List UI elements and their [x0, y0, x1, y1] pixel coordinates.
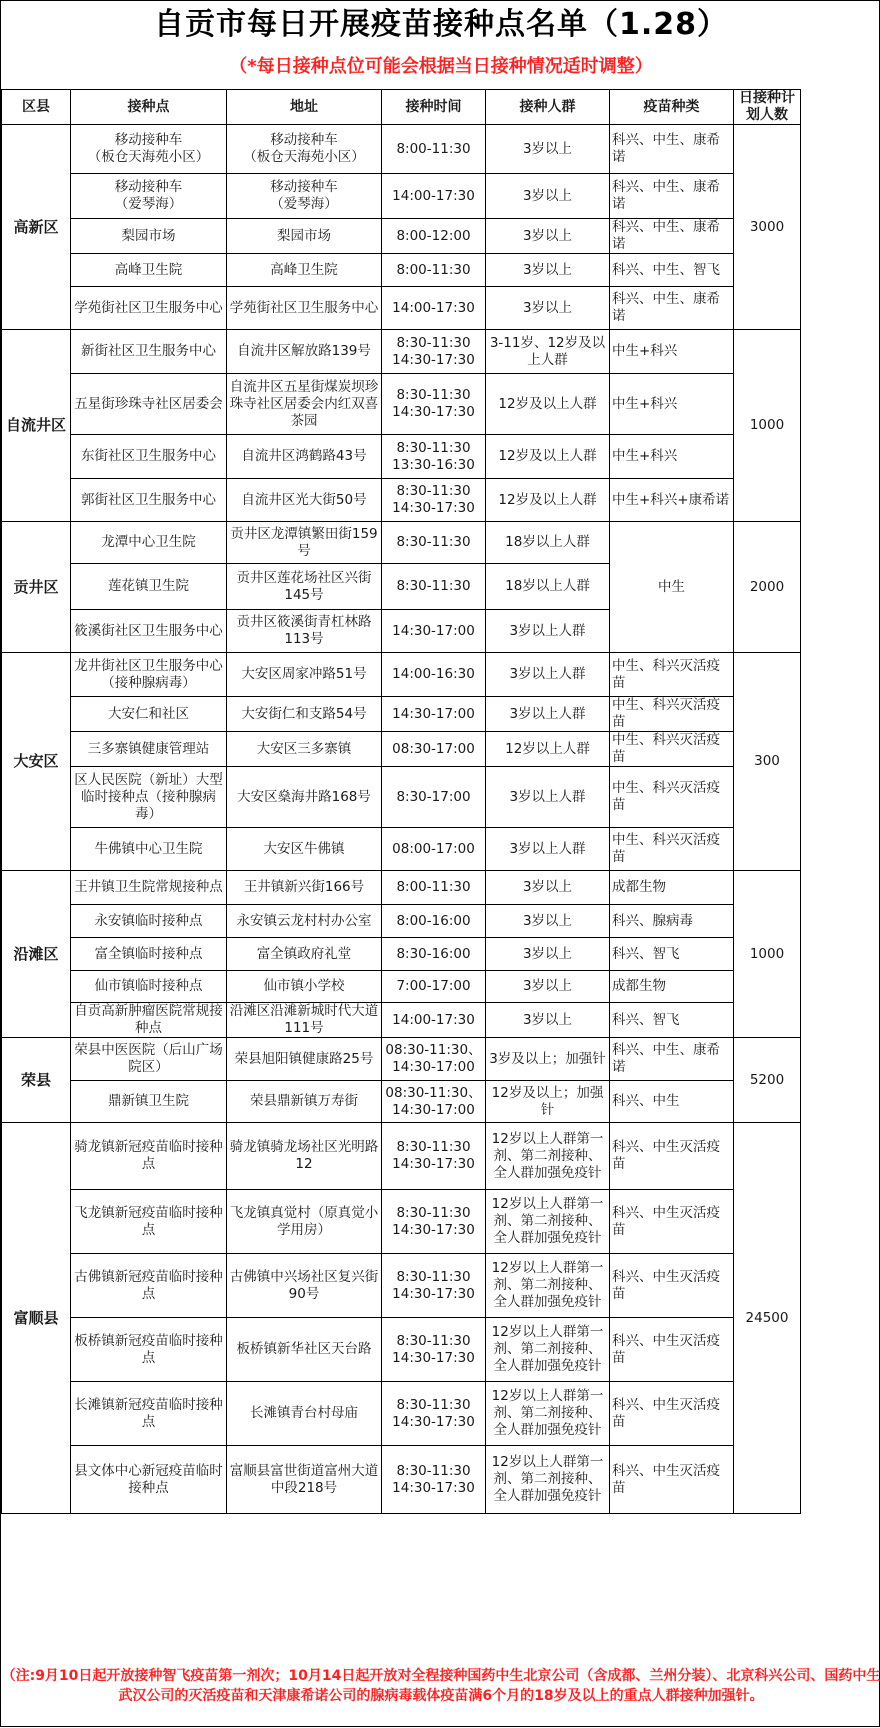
vaccination-time: 14:00-17:30	[382, 287, 486, 330]
district-name: 大安区	[2, 653, 71, 871]
site-name: 龙潭中心卫生院	[71, 522, 227, 564]
vaccination-time: 14:30-17:00	[382, 697, 486, 732]
vaccine-type: 科兴、中生灭活疫苗	[610, 1446, 734, 1514]
site-name: 骑龙镇新冠疫苗临时接种点	[71, 1123, 227, 1190]
vaccine-type: 科兴、中生灭活疫苗	[610, 1318, 734, 1382]
table-row	[2, 1382, 801, 1446]
table-row	[2, 767, 801, 828]
table-row	[2, 828, 801, 871]
site-name: 长滩镇新冠疫苗临时接种点	[71, 1382, 227, 1446]
site-name: 新街社区卫生服务中心	[71, 330, 227, 374]
site-address: 大安区三多寨镇	[227, 732, 382, 767]
site-name: 永安镇临时接种点	[71, 905, 227, 938]
table-row	[2, 374, 801, 435]
header-address: 地址	[227, 90, 382, 125]
daily-plan: 1000	[734, 871, 801, 1038]
vaccine-type: 科兴、中生灭活疫苗	[610, 1382, 734, 1446]
vaccine-type: 科兴、中生、康希诺	[610, 1038, 734, 1081]
footer-note: （注:9月10日起开放接种智飞疫苗第一剂次；10月14日起开放对全程接种国药中生北京公司（含成都、兰州分装）、北京科兴公司、国药中生武汉公司的灭活疫苗和天津康希诺公司的腺病毒载体疫苗满6个月的18岁及以上的重点人群接种加强针。	[1, 1668, 880, 1704]
target-group: 3岁以上	[486, 219, 610, 254]
header-district: 区县	[2, 90, 71, 125]
target-group: 12岁及以上人群	[486, 479, 610, 522]
vaccination-time: 8:30-11:30 14:30-17:30	[382, 1446, 486, 1514]
vaccination-time: 8:00-16:00	[382, 905, 486, 938]
vaccine-type: 成都生物	[610, 971, 734, 1003]
target-group: 12岁以上人群第一剂、第二剂接种、全人群加强免疫针	[486, 1254, 610, 1318]
target-group: 3岁以上人群	[486, 610, 610, 653]
site-address: 古佛镇中兴场社区复兴街90号	[227, 1254, 382, 1318]
target-group: 12岁及以上人群	[486, 435, 610, 479]
vaccination-time: 14:00-16:30	[382, 653, 486, 697]
vaccine-type: 科兴、中生灭活疫苗	[610, 1123, 734, 1190]
site-address: 大安街仁和支路54号	[227, 697, 382, 732]
target-group: 3岁以上人群	[486, 767, 610, 828]
site-address: 自流井区鸿鹤路43号	[227, 435, 382, 479]
vaccine-type: 科兴、中生、康希诺	[610, 219, 734, 254]
table-row	[2, 125, 801, 174]
table-row	[2, 479, 801, 522]
site-address: 贡井区龙潭镇繁田街159号	[227, 522, 382, 564]
site-address: 沿滩区沿滩新城时代大道111号	[227, 1003, 382, 1038]
daily-plan: 24500	[734, 1123, 801, 1514]
vaccination-time: 8:30-11:30 14:30-17:30	[382, 479, 486, 522]
vaccine-type: 中生、科兴灭活疫苗	[610, 697, 734, 732]
table-row	[2, 1254, 801, 1318]
site-address: 移动接种车 （板仓天海苑小区）	[227, 125, 382, 174]
target-group: 3岁以上	[486, 1003, 610, 1038]
site-address: 移动接种车 （爱琴海）	[227, 174, 382, 219]
table-row	[2, 653, 801, 697]
site-name: 筱溪街社区卫生服务中心	[71, 610, 227, 653]
site-name: 富全镇临时接种点	[71, 938, 227, 971]
site-name: 区人民医院（新址）大型临时接种点（接种腺病毒）	[71, 767, 227, 828]
target-group: 12岁以上人群	[486, 732, 610, 767]
site-name: 古佛镇新冠疫苗临时接种点	[71, 1254, 227, 1318]
site-name: 梨园市场	[71, 219, 227, 254]
vaccination-time: 7:00-17:00	[382, 971, 486, 1003]
site-address: 富全镇政府礼堂	[227, 938, 382, 971]
site-name: 牛佛镇中心卫生院	[71, 828, 227, 871]
site-address: 梨园市场	[227, 219, 382, 254]
table-row	[2, 971, 801, 1003]
target-group: 12岁以上人群第一剂、第二剂接种、全人群加强免疫针	[486, 1382, 610, 1446]
vaccine-type: 中生、科兴灭活疫苗	[610, 767, 734, 828]
page-title: 自贡市每日开展疫苗接种点名单（1.28）	[153, 7, 729, 42]
daily-plan: 3000	[734, 125, 801, 330]
site-name: 郭街社区卫生服务中心	[71, 479, 227, 522]
page-subtitle: （*每日接种点位可能会根据当日接种情况适时调整）	[229, 56, 653, 77]
target-group: 12岁以上人群第一剂、第二剂接种、全人群加强免疫针	[486, 1446, 610, 1514]
district-name: 富顺县	[2, 1123, 71, 1514]
vaccination-time: 8:30-11:30 14:30-17:30	[382, 1382, 486, 1446]
header-plan: 日接种计划人数	[734, 90, 801, 125]
table-body	[2, 125, 801, 1514]
target-group: 3-11岁、12岁及以上人群	[486, 330, 610, 374]
daily-plan: 1000	[734, 330, 801, 522]
site-name: 飞龙镇新冠疫苗临时接种点	[71, 1190, 227, 1254]
district-name: 自流井区	[2, 330, 71, 522]
site-name: 荣县中医医院（后山广场院区）	[71, 1038, 227, 1081]
site-name: 高峰卫生院	[71, 254, 227, 287]
table-row	[2, 522, 801, 564]
vaccination-time: 08:30-11:30、 14:30-17:00	[382, 1038, 486, 1081]
vaccination-time: 08:00-17:00	[382, 828, 486, 871]
table-row	[2, 174, 801, 219]
site-address: 王井镇新兴街166号	[227, 871, 382, 905]
table-row	[2, 905, 801, 938]
table-row	[2, 697, 801, 732]
site-address: 自流井区五星街煤炭坝珍珠寺社区居委会内红双喜茶园	[227, 374, 382, 435]
target-group: 3岁及以上；加强针	[486, 1038, 610, 1081]
site-address: 大安区燊海井路168号	[227, 767, 382, 828]
vaccine-type: 科兴、中生、康希诺	[610, 287, 734, 330]
daily-plan: 2000	[734, 522, 801, 653]
target-group: 18岁以上人群	[486, 522, 610, 564]
table-row	[2, 1081, 801, 1123]
district-name: 沿滩区	[2, 871, 71, 1038]
table-row	[2, 254, 801, 287]
site-name: 莲花镇卫生院	[71, 564, 227, 610]
vaccine-type: 中生	[610, 522, 734, 653]
vaccination-time: 08:30-11:30、 14:30-17:00	[382, 1081, 486, 1123]
schedule-table	[1, 89, 801, 1514]
daily-plan: 300	[734, 653, 801, 871]
table-row	[2, 330, 801, 374]
header-vaccine: 疫苗种类	[610, 90, 734, 125]
table-row	[2, 219, 801, 254]
table-row	[2, 1038, 801, 1081]
vaccine-type: 中生、科兴灭活疫苗	[610, 828, 734, 871]
site-name: 五星街珍珠寺社区居委会	[71, 374, 227, 435]
site-address: 贡井区筱溪街青杠林路113号	[227, 610, 382, 653]
target-group: 3岁以上	[486, 125, 610, 174]
header-site: 接种点	[71, 90, 227, 125]
vaccine-type: 科兴、中生、康希诺	[610, 125, 734, 174]
vaccination-time: 8:30-11:30	[382, 564, 486, 610]
district-name: 高新区	[2, 125, 71, 330]
site-name: 东街社区卫生服务中心	[71, 435, 227, 479]
vaccine-type: 成都生物	[610, 871, 734, 905]
vaccination-time: 8:30-17:00	[382, 767, 486, 828]
vaccine-type: 中生+科兴+康希诺	[610, 479, 734, 522]
vaccination-time: 14:00-17:30	[382, 174, 486, 219]
site-name: 移动接种车 （爱琴海）	[71, 174, 227, 219]
vaccine-type: 科兴、腺病毒	[610, 905, 734, 938]
table-row	[2, 1190, 801, 1254]
site-name: 三多寨镇健康管理站	[71, 732, 227, 767]
target-group: 12岁以上人群第一剂、第二剂接种、全人群加强免疫针	[486, 1318, 610, 1382]
target-group: 3岁以上人群	[486, 653, 610, 697]
target-group: 3岁以上	[486, 287, 610, 330]
vaccination-time: 8:30-16:00	[382, 938, 486, 971]
table-row	[2, 938, 801, 971]
site-name: 王井镇卫生院常规接种点	[71, 871, 227, 905]
table-row	[2, 1446, 801, 1514]
header-row	[2, 90, 801, 125]
site-address: 长滩镇青台村母庙	[227, 1382, 382, 1446]
site-address: 骑龙镇骑龙场社区光明路12	[227, 1123, 382, 1190]
vaccination-time: 8:30-11:30 14:30-17:30	[382, 330, 486, 374]
site-address: 仙市镇小学校	[227, 971, 382, 1003]
table-row	[2, 435, 801, 479]
site-address: 学苑街社区卫生服务中心	[227, 287, 382, 330]
vaccination-time: 08:30-17:00	[382, 732, 486, 767]
site-name: 仙市镇临时接种点	[71, 971, 227, 1003]
vaccine-type: 科兴、中生、智飞	[610, 254, 734, 287]
site-address: 大安区牛佛镇	[227, 828, 382, 871]
site-name: 县文体中心新冠疫苗临时接种点	[71, 1446, 227, 1514]
header-group: 接种人群	[486, 90, 610, 125]
target-group: 3岁以上	[486, 174, 610, 219]
target-group: 18岁以上人群	[486, 564, 610, 610]
table-row	[2, 1003, 801, 1038]
site-address: 贡井区莲花场社区兴街145号	[227, 564, 382, 610]
vaccination-time: 8:30-11:30	[382, 522, 486, 564]
site-address: 自流井区解放路139号	[227, 330, 382, 374]
vaccination-time: 8:30-11:30 13:30-16:30	[382, 435, 486, 479]
table-row	[2, 1123, 801, 1190]
vaccine-type: 科兴、智飞	[610, 1003, 734, 1038]
vaccination-time: 14:30-17:00	[382, 610, 486, 653]
vaccination-time: 8:00-12:00	[382, 219, 486, 254]
site-address: 飞龙镇真觉村（原真觉小学用房）	[227, 1190, 382, 1254]
vaccine-type: 中生+科兴	[610, 374, 734, 435]
target-group: 3岁以上	[486, 971, 610, 1003]
table-row	[2, 732, 801, 767]
target-group: 3岁以上人群	[486, 697, 610, 732]
site-address: 荣县鼎新镇万寿街	[227, 1081, 382, 1123]
target-group: 3岁以上	[486, 938, 610, 971]
target-group: 12岁及以上；加强针	[486, 1081, 610, 1123]
vaccination-time: 8:30-11:30 14:30-17:30	[382, 1123, 486, 1190]
vaccine-type: 中生+科兴	[610, 330, 734, 374]
site-name: 鼎新镇卫生院	[71, 1081, 227, 1123]
vaccine-type: 科兴、中生灭活疫苗	[610, 1254, 734, 1318]
site-name: 自贡高新肿瘤医院常规接种点	[71, 1003, 227, 1038]
vaccination-time: 8:30-11:30 14:30-17:30	[382, 1318, 486, 1382]
target-group: 12岁以上人群第一剂、第二剂接种、全人群加强免疫针	[486, 1190, 610, 1254]
site-name: 学苑街社区卫生服务中心	[71, 287, 227, 330]
vaccination-time: 8:00-11:30	[382, 871, 486, 905]
vaccine-type: 中生+科兴	[610, 435, 734, 479]
district-name: 荣县	[2, 1038, 71, 1123]
vaccine-type: 科兴、中生	[610, 1081, 734, 1123]
site-name: 大安仁和社区	[71, 697, 227, 732]
target-group: 3岁以上	[486, 254, 610, 287]
table-row	[2, 287, 801, 330]
vaccine-type: 中生、科兴灭活疫苗	[610, 653, 734, 697]
site-name: 板桥镇新冠疫苗临时接种点	[71, 1318, 227, 1382]
daily-plan: 5200	[734, 1038, 801, 1123]
vaccine-type: 科兴、中生灭活疫苗	[610, 1190, 734, 1254]
target-group: 12岁以上人群第一剂、第二剂接种、全人群加强免疫针	[486, 1123, 610, 1190]
target-group: 3岁以上	[486, 905, 610, 938]
target-group: 12岁及以上人群	[486, 374, 610, 435]
table-row	[2, 1318, 801, 1382]
target-group: 3岁以上人群	[486, 828, 610, 871]
vaccination-time: 8:30-11:30 14:30-17:30	[382, 374, 486, 435]
site-address: 永安镇云龙村村办公室	[227, 905, 382, 938]
vaccine-type: 中生、科兴灭活疫苗	[610, 732, 734, 767]
district-name: 贡井区	[2, 522, 71, 653]
site-address: 板桥镇新华社区天台路	[227, 1318, 382, 1382]
site-name: 移动接种车 （板仓天海苑小区）	[71, 125, 227, 174]
header-time: 接种时间	[382, 90, 486, 125]
site-address: 荣县旭阳镇健康路25号	[227, 1038, 382, 1081]
site-name: 龙井街社区卫生服务中心（接种腺病毒）	[71, 653, 227, 697]
vaccination-time: 8:00-11:30	[382, 254, 486, 287]
vaccination-time: 8:00-11:30	[382, 125, 486, 174]
target-group: 3岁以上	[486, 871, 610, 905]
site-address: 富顺县富世街道富州大道中段218号	[227, 1446, 382, 1514]
vaccination-time: 14:00-17:30	[382, 1003, 486, 1038]
vaccination-time: 8:30-11:30 14:30-17:30	[382, 1254, 486, 1318]
vaccine-type: 科兴、智飞	[610, 938, 734, 971]
site-address: 自流井区光大街50号	[227, 479, 382, 522]
table-row	[2, 871, 801, 905]
vaccine-type: 科兴、中生、康希诺	[610, 174, 734, 219]
site-address: 大安区周家冲路51号	[227, 653, 382, 697]
vaccination-time: 8:30-11:30 14:30-17:30	[382, 1190, 486, 1254]
site-address: 高峰卫生院	[227, 254, 382, 287]
